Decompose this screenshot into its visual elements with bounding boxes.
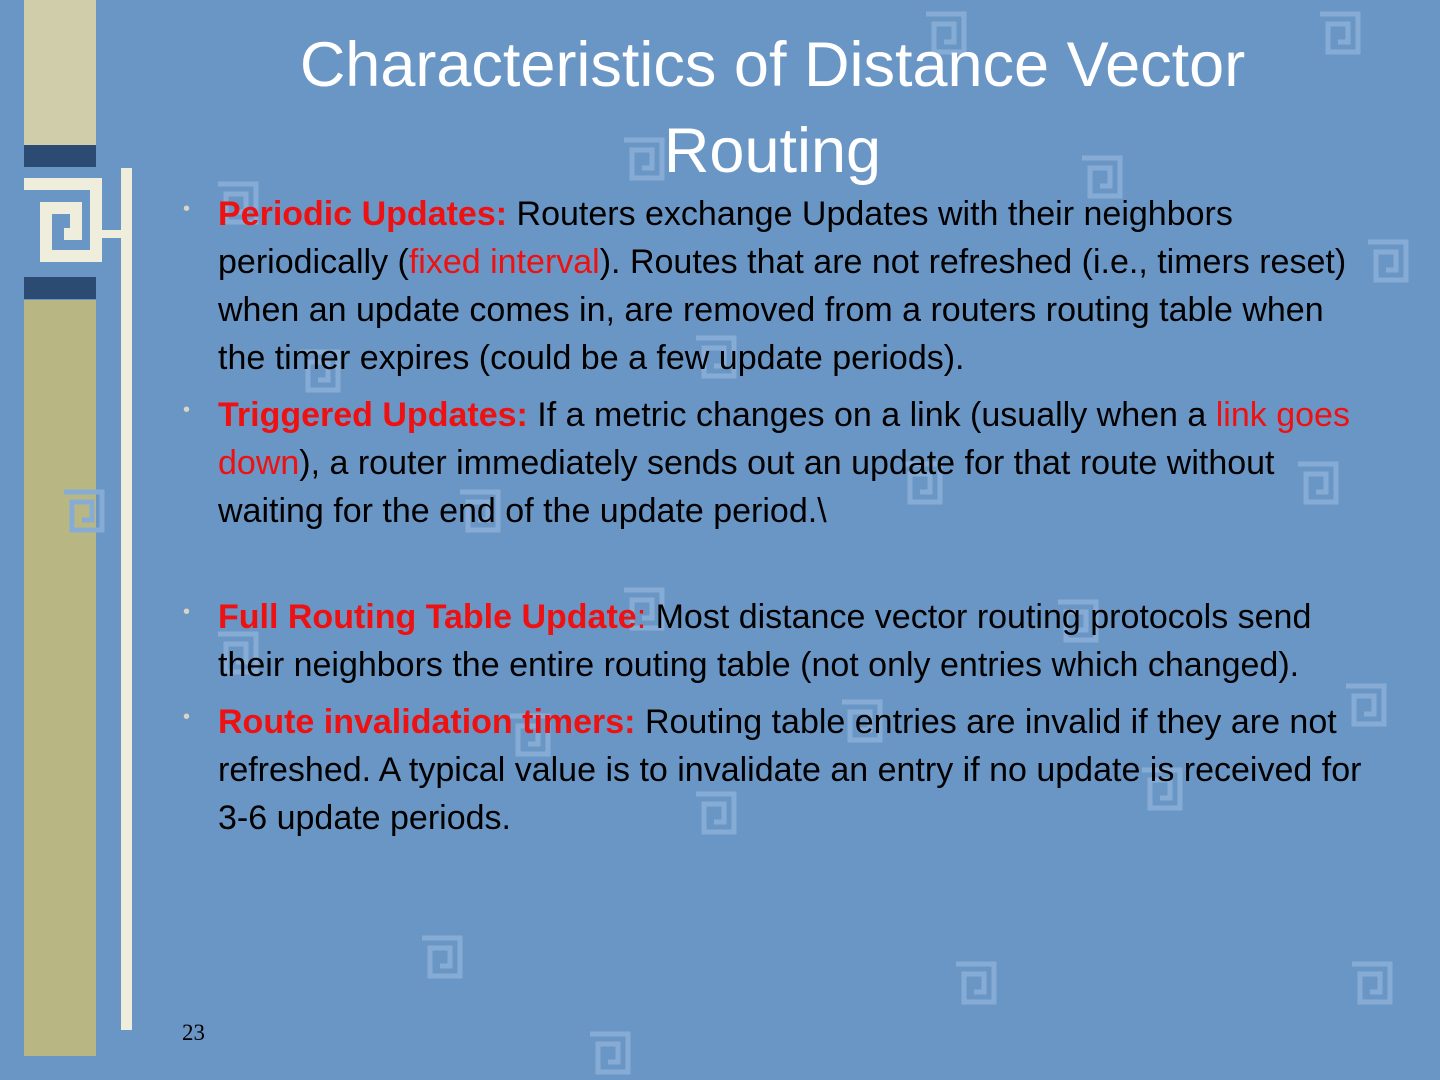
- bullet-dot-icon: •: [183, 198, 191, 220]
- bullet-route-invalidation-timers: [182, 698, 1362, 842]
- bullet-separator: :: [636, 598, 647, 636]
- bullet-dot-icon: •: [183, 601, 191, 623]
- bullet-key: Full Routing Table Update: [218, 598, 637, 636]
- bullet-key: Periodic Updates:: [218, 195, 508, 233]
- bullet-key: Route invalidation timers:: [218, 703, 636, 741]
- bullet-dot-icon: •: [183, 706, 191, 728]
- bullet-highlight: fixed interval: [408, 243, 600, 281]
- bullet-highlight: link goes down: [218, 396, 1350, 482]
- bullet-text: If a metric changes on a link (usually when a: [527, 396, 1216, 434]
- bullet-triggered-updates: [182, 391, 1362, 535]
- bullet-text: Most distance vector routing protocols send their neighbors the entire routing table (not only entries which changed).: [218, 598, 1312, 684]
- bullet-key: Triggered Updates:: [218, 396, 528, 434]
- bullet-full-routing-table-update: [182, 593, 1362, 689]
- page-number: 23: [182, 1020, 205, 1045]
- bullet-dot-icon: •: [183, 399, 191, 421]
- bullet-text: Routing table entries are invalid if they are not refreshed. A typical value is to invalidate an entry if no update is received for 3-6 update periods.: [218, 703, 1362, 837]
- bullet-list: [182, 190, 1362, 842]
- bullet-text: Routers exchange Updates with their neighbors periodically (: [218, 195, 1233, 281]
- slide-title: Characteristics of Distance Vector Routing: [299, 30, 1246, 186]
- bullet-periodic-updates: [182, 190, 1362, 382]
- bullet-text-tail: ), a router immediately sends out an update for that route without waiting for the end of the update period.\: [218, 444, 1275, 530]
- bullet-text-tail: ). Routes that are not refreshed (i.e., timers reset) when an update comes in, are removed from a routers routing table when the timer expires (could be a few update periods).: [218, 243, 1347, 377]
